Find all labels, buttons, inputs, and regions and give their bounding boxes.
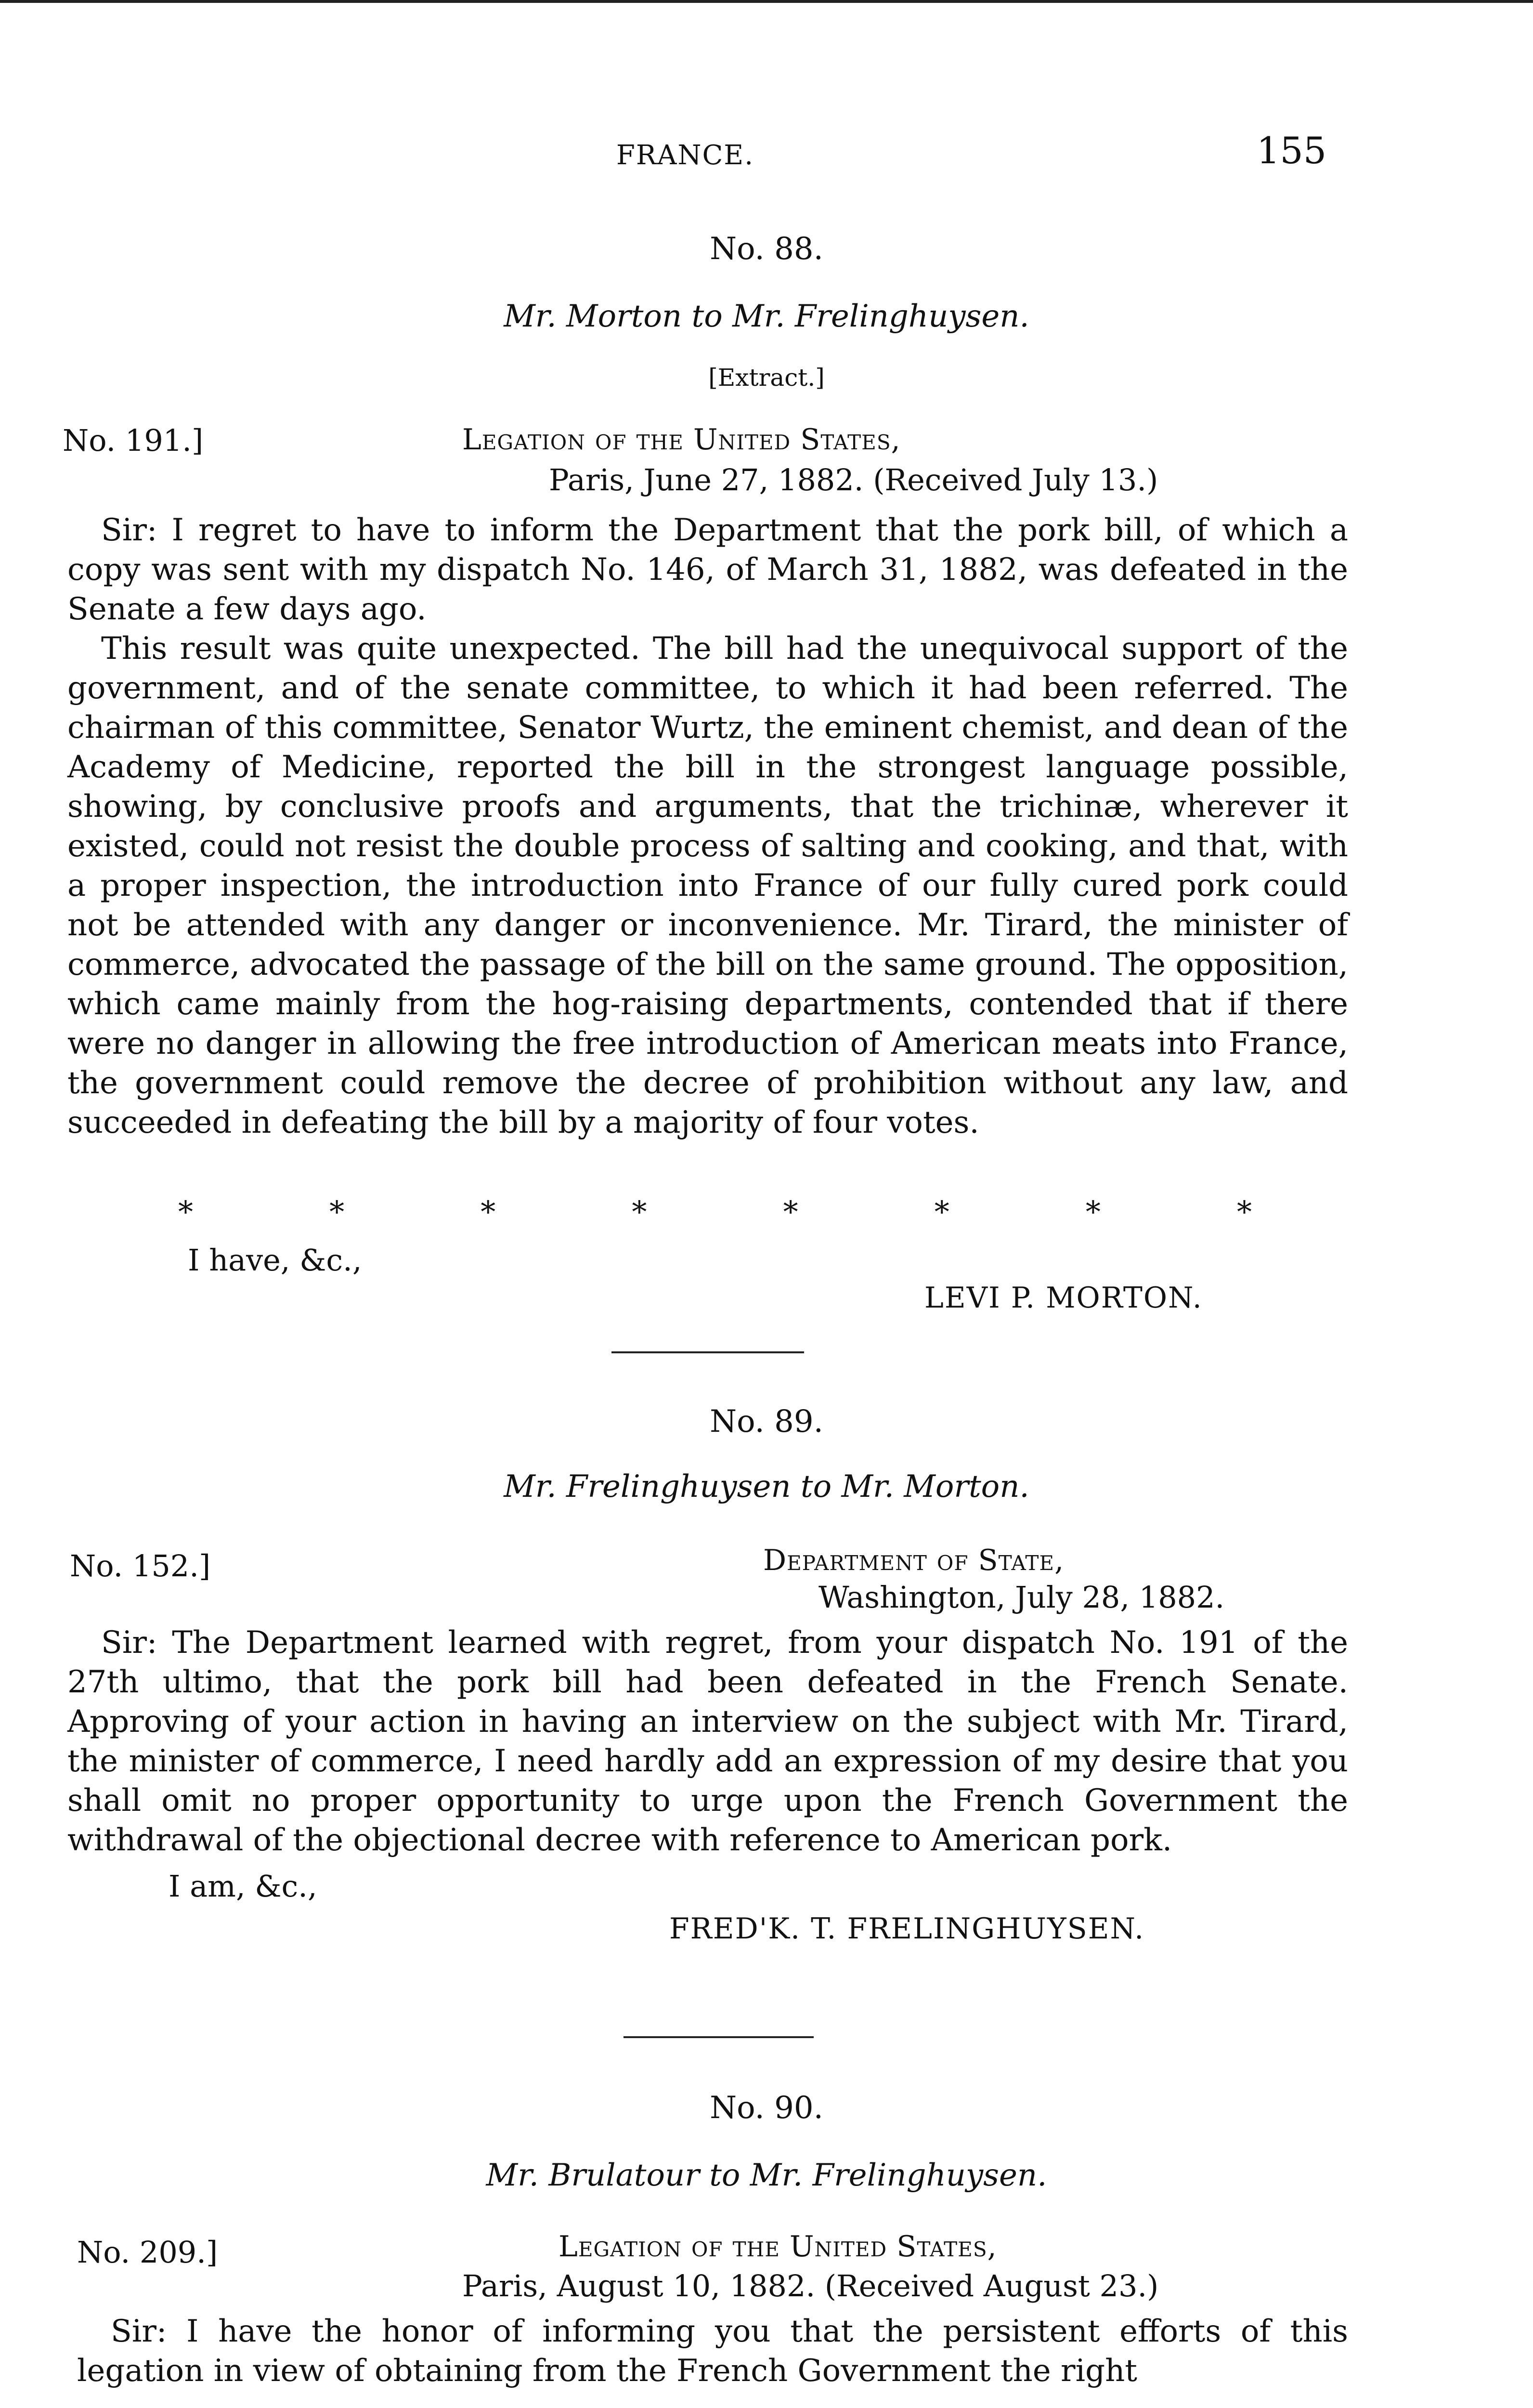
section-divider	[611, 1351, 804, 1353]
extract-note: [Extract.]	[708, 364, 825, 392]
star: *	[934, 1194, 949, 1230]
origin-line: Legation of the United States,	[559, 2230, 997, 2264]
origin-line: Department of State,	[763, 1544, 1065, 1577]
document-number: No. 89.	[710, 1404, 823, 1440]
star: *	[178, 1194, 193, 1230]
document-number: No. 88.	[710, 231, 823, 267]
letter-body	[67, 510, 1348, 1142]
star: *	[329, 1194, 345, 1230]
running-head: FRANCE.	[616, 140, 754, 171]
document-number: No. 90.	[710, 2090, 823, 2126]
section-divider	[624, 2036, 814, 2038]
signature: FRED'K. T. FRELINGHUYSEN.	[669, 1912, 1145, 1946]
document-heading: Mr. Brulatour to Mr. Frelinghuysen.	[486, 2158, 1047, 2193]
dispatch-reference: No. 152.]	[70, 1548, 211, 1584]
signature: LEVI P. MORTON.	[924, 1281, 1203, 1315]
page-number: 155	[1257, 129, 1327, 172]
document-heading: Mr. Frelinghuysen to Mr. Morton.	[504, 1469, 1029, 1505]
closing-line: I have, &c.,	[188, 1243, 362, 1278]
letter-body	[67, 1623, 1348, 1860]
paragraph: This result was quite unexpected. The bill had the unequivocal support of the government, and of the senate committee, to which it had been referred. The chairman of this committee, Senator Wurtz, the eminent chemist, and dean of the Academy of Medicine, reported the bill in the strongest language possible, showing, by conclusive proofs and arguments, that the trichinæ, wherever it existed, could not resist the double process of salting and cooking, and that, with a proper inspection, the introduction into France of our fully cured pork could not be attended with any danger or inconvenience. Mr. Tirard, the minister of commerce, advocated the passage of the bill on the same ground. The opposition, which came mainly from the hog-raising departments, contended that if there were no danger in allowing the free introduction of American meats into France, the government could remove the decree of prohibition without any law, and succeeded in defeating the bill by a majority of four votes.	[67, 631, 1348, 1140]
letter-body	[77, 2312, 1348, 2391]
dateline: Washington, July 28, 1882.	[818, 1580, 1225, 1615]
closing-line: I am, &c.,	[169, 1869, 317, 1904]
origin-line: Legation of the United States,	[462, 423, 901, 457]
dateline: Paris, June 27, 1882. (Received July 13.)	[549, 462, 1158, 497]
dateline: Paris, August 10, 1882. (Received August 23.)	[462, 2268, 1159, 2303]
dispatch-reference: No. 209.]	[77, 2235, 218, 2270]
top-border-rule	[0, 0, 1533, 3]
paragraph: Sir: I regret to have to inform the Department that the pork bill, of which a copy was sent with my dispatch No. 146, of March 31, 1882, was defeated in the Senate a few days ago.	[67, 512, 1348, 627]
star: *	[632, 1194, 647, 1230]
star: *	[783, 1194, 798, 1230]
dispatch-reference: No. 191.]	[63, 423, 204, 458]
paragraph: Sir: The Department learned with regret, from your dispatch No. 191 of the 27th ultimo, that the pork bill had been defeated in the French Senate. Approving of your action in having an interview on the subject with Mr. Tirard, the minister of commerce, I need hardly add an expression of my desire that you shall omit no proper opportunity to urge upon the French Government the withdrawal of the objectional decree with reference to American pork.	[67, 1625, 1348, 1858]
star: *	[1085, 1194, 1101, 1230]
star: *	[481, 1194, 496, 1230]
paragraph: Sir: I have the honor of informing you that the persistent efforts of this legation in view of obtaining from the French Government the right	[77, 2314, 1348, 2389]
ellipsis-stars	[178, 1194, 1252, 1230]
star: *	[1236, 1194, 1252, 1230]
document-heading: Mr. Morton to Mr. Frelinghuysen.	[504, 299, 1029, 334]
